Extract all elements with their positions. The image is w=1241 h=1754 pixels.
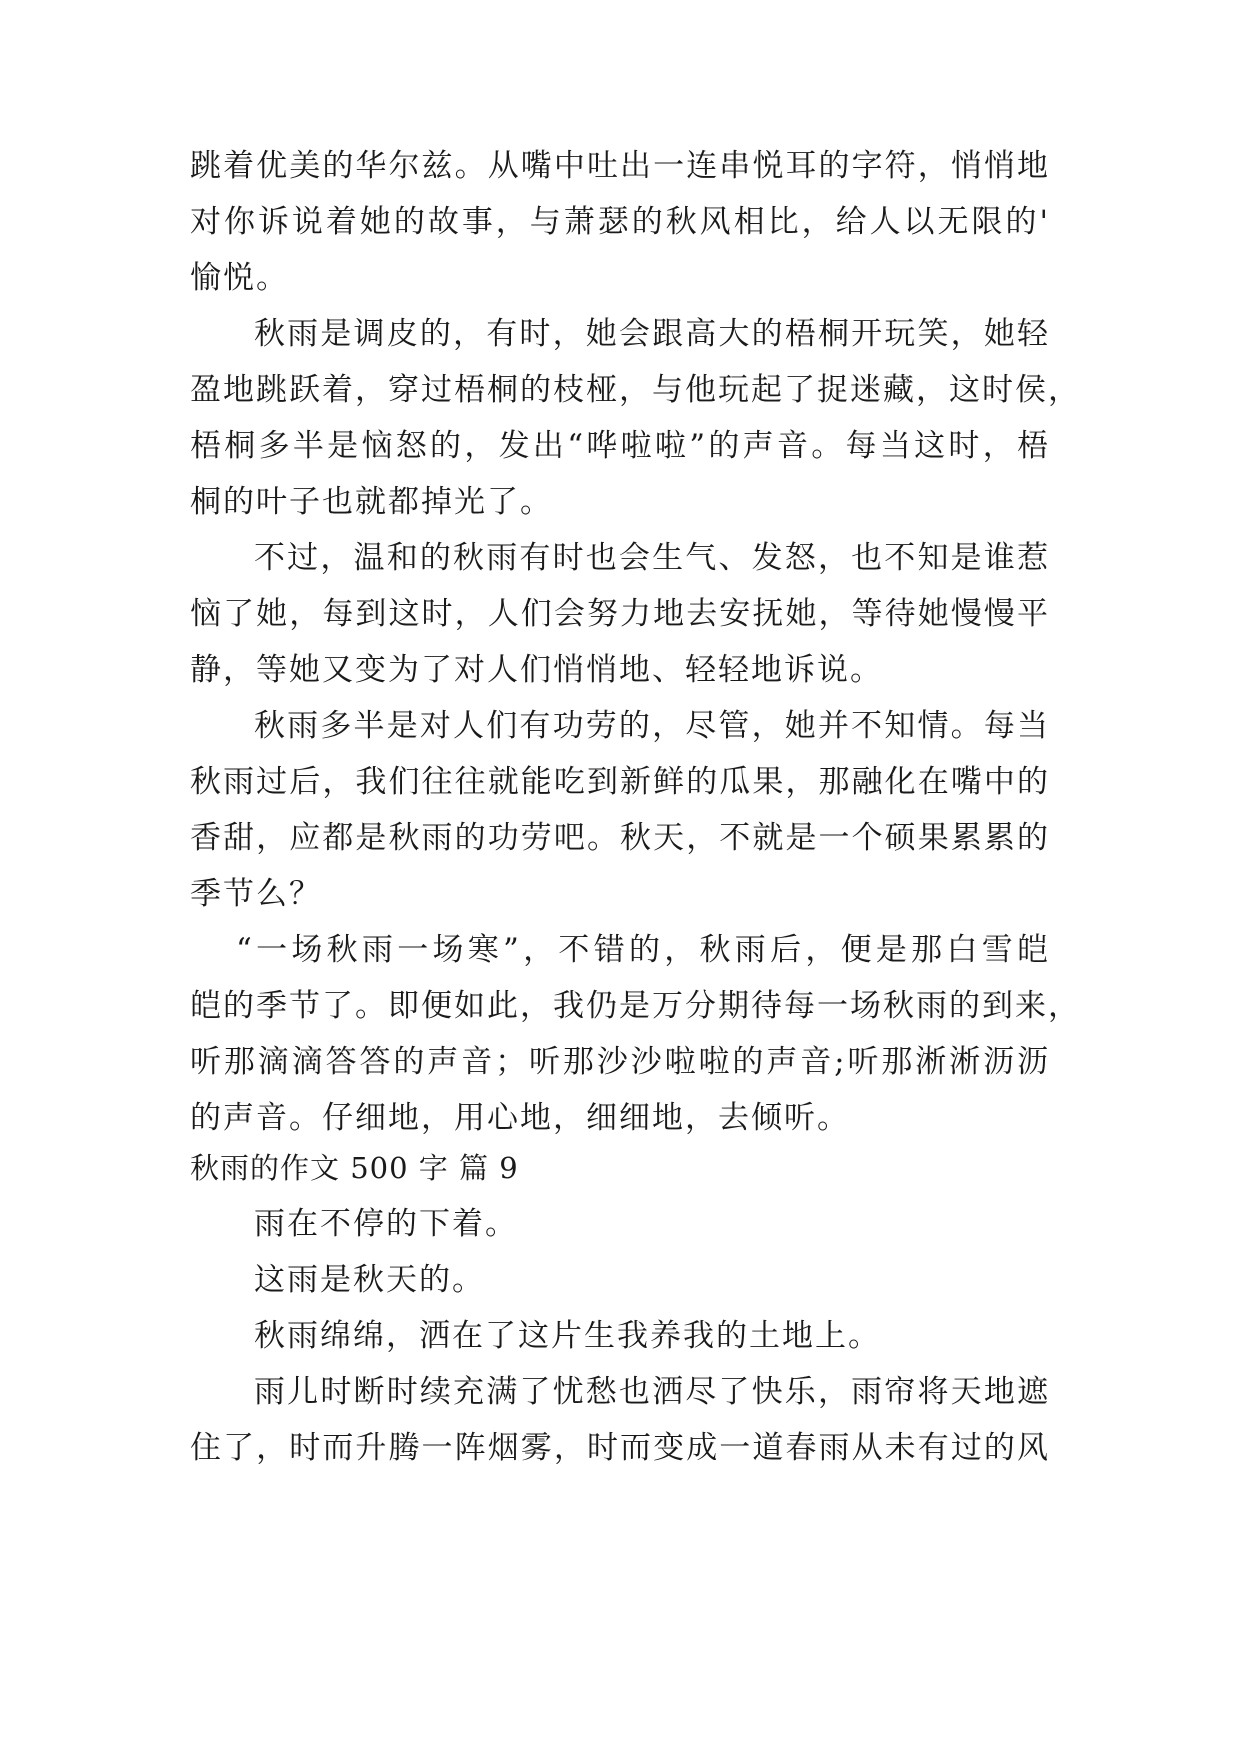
paragraph-2-line-1: 秋雨是调皮的，有时，她会跟高大的梧桐开玩笑，她轻 [254, 316, 1050, 352]
section-heading: 秋雨的作文 500 字 篇 9 [190, 1151, 519, 1185]
paragraph-1-line-1: 跳着优美的华尔兹。从嘴中吐出一连串悦耳的字符，悄悄地 [190, 148, 1050, 184]
paragraph-5-line-1: “一场秋雨一场寒”，不错的，秋雨后，便是那白雪皑 [236, 932, 1050, 968]
paragraph-2-line-2: 盈地跳跃着，穿过梧桐的枝桠，与他玩起了捉迷藏，这时侯， [190, 372, 1081, 408]
paragraph-5-line-3: 听那滴滴答答的声音；听那沙沙啦啦的声音;听那淅淅沥沥 [190, 1044, 1050, 1080]
paragraph-3-line-2: 恼了她，每到这时，人们会努力地去安抚她，等待她慢慢平 [190, 596, 1050, 632]
paragraph-2-line-4: 桐的叶子也就都掉光了。 [190, 484, 553, 520]
paragraph-3-line-3: 静，等她又变为了对人们悄悄地、轻轻地诉说。 [190, 652, 883, 688]
paragraph-8-line-1: 秋雨绵绵，洒在了这片生我养我的土地上。 [254, 1318, 881, 1354]
paragraph-4-line-3: 香甜，应都是秋雨的功劳吧。秋天，不就是一个硕果累累的 [190, 820, 1050, 856]
paragraph-9-line-2: 住了，时而升腾一阵烟雾，时而变成一道春雨从未有过的风 [190, 1430, 1050, 1466]
paragraph-2-line-3: 梧桐多半是恼怒的，发出“哗啦啦”的声音。每当这时，梧 [190, 428, 1050, 464]
paragraph-6-line-1: 雨在不停的下着。 [254, 1206, 518, 1242]
paragraph-5-line-2: 皑的季节了。即便如此，我仍是万分期待每一场秋雨的到来， [190, 988, 1081, 1024]
paragraph-4-line-4: 季节么？ [190, 876, 322, 912]
paragraph-5-line-4: 的声音。仔细地，用心地，细细地，去倾听。 [190, 1100, 850, 1136]
paragraph-7-line-1: 这雨是秋天的。 [254, 1262, 485, 1298]
paragraph-1-line-2: 对你诉说着她的故事，与萧瑟的秋风相比，给人以无限的' [190, 204, 1050, 240]
paragraph-9-line-1: 雨儿时断时续充满了忧愁也洒尽了快乐，雨帘将天地遮 [254, 1374, 1050, 1410]
paragraph-3-line-1: 不过，温和的秋雨有时也会生气、发怒，也不知是谁惹 [254, 540, 1050, 576]
paragraph-4-line-2: 秋雨过后，我们往往就能吃到新鲜的瓜果，那融化在嘴中的 [190, 764, 1050, 800]
paragraph-1-line-3: 愉悦。 [190, 260, 289, 296]
paragraph-4-line-1: 秋雨多半是对人们有功劳的，尽管，她并不知情。每当 [254, 708, 1050, 744]
